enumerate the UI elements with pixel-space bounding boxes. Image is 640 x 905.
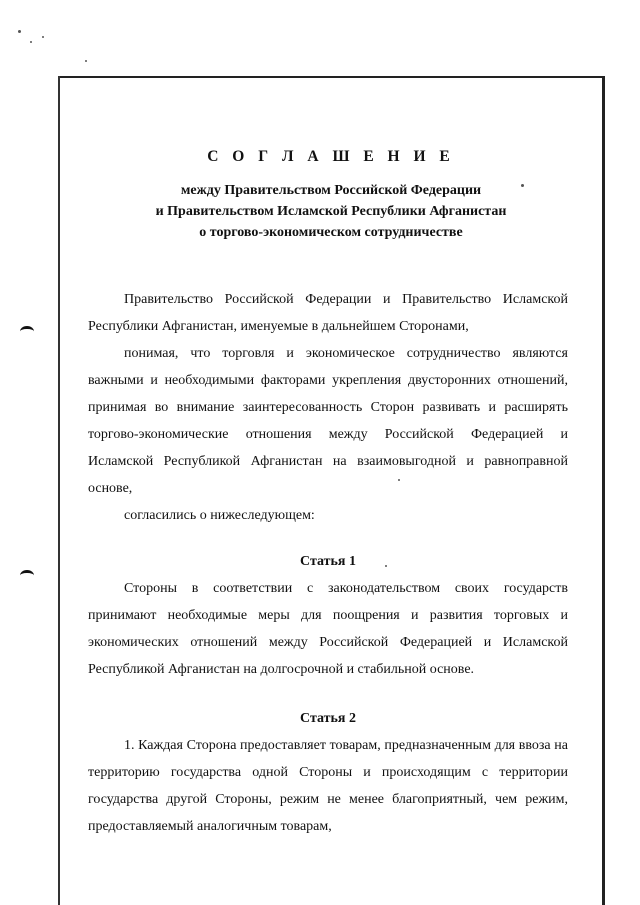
binding-hole-mark [20, 570, 34, 581]
article-text: 1. Каждая Сторона предоставляет товарам, предназначенным для ввоза на территорию государства одной Стороны и происходящим с территории государства другой Стороны, режим не менее благоприятный, чем режим, предоставляемый аналогичным товарам, [88, 738, 568, 834]
article-heading: Статья 2 [300, 711, 356, 726]
article-heading: Статья 1 [300, 554, 356, 569]
scan-speck [42, 36, 44, 38]
preamble [88, 286, 568, 529]
article-2 [88, 705, 568, 840]
article-text: Стороны в соответствии с законодательством своих государств принимают необходимые меры для поощрения и развития торговых и экономических отношений между Российской Федерацией и Исламской Республикой Афганистан на долгосрочной и стабильной основе. [88, 581, 568, 677]
page-border-top [58, 76, 604, 78]
scan-speck [18, 30, 21, 33]
subtitle-line: между Правительством Российской Федерации [180, 183, 482, 198]
scan-speck [85, 60, 87, 62]
scan-speck [30, 41, 32, 43]
subtitle-line: и Правительством Исламской Республики Афганистан [155, 204, 507, 219]
document-subtitle [60, 180, 602, 243]
document-title: С О Г Л А Ш Е Н И Е [207, 148, 455, 165]
preamble-paragraph: согласились о нижеследующем: [124, 508, 315, 523]
article-1 [88, 548, 568, 683]
subtitle-line: о торгово-экономическом сотрудничестве [199, 225, 463, 240]
binding-hole-mark [20, 326, 34, 337]
preamble-paragraph: Правительство Российской Федерации и Правительство Исламской Республики Афганистан, именуемые в дальнейшем Сторонами, [88, 292, 568, 334]
preamble-paragraph: понимая, что торговля и экономическое сотрудничество являются важными и необходимыми факторами укрепления двусторонних отношений, принимая во внимание заинтересованность Сторон развивать и расширять торгово-экономические отношения между Российской Федерацией и Исламской Республикой Афганистан на взаимовыгодной и равноправной основе, [88, 346, 568, 496]
page-border-right [602, 76, 605, 905]
